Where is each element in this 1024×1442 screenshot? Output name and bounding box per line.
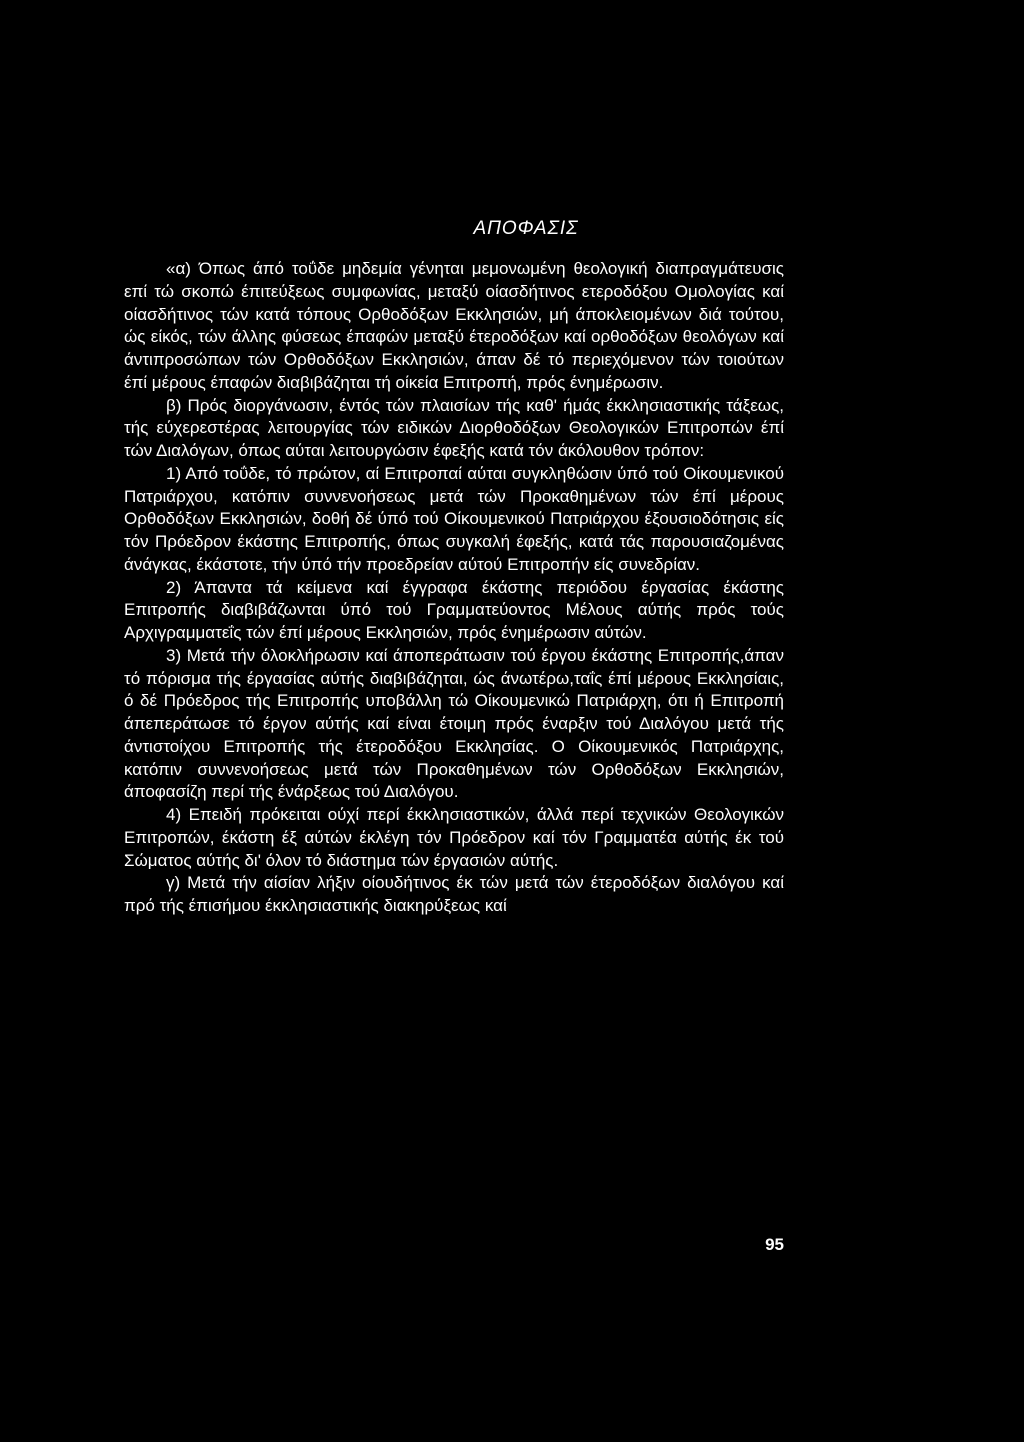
paragraph-b-3: 3) Μετά τήν όλοκλήρωσιν καί άποπεράτωσιν τού έργου έκάστης Επιτροπής,άπαν τό πόρισμα τής έργασίας αύτής διαβιβάζηται, ώς άνωτέρω,ταΐς έπί μέρους Εκκλησίαις, ό δέ Πρόεδρος τής Επιτροπής υποβάλλη τώ Οίκουμενικώ Πατριάρχη, ότι ή Επιτροπή άπεπεράτωσε τό έργον αύτής καί είναι έτοιμη πρός έναρξιν τού Διαλόγου μετά τής άντιστοίχου Επιτροπής τής έτεροδόξου Εκκλησίας. Ο Οίκουμενικός Πατριάρχης, κατόπιν συννενοήσεως μετά τών Προκαθημένων τών Ορθοδόξων Εκκλησιών, άποφασίζη περί τής ένάρξεως τού Διαλόγου. (124, 645, 784, 802)
paragraph-c: γ) Μετά τήν αίσίαν λήξιν οίουδήτινος έκ τών μετά τών έτεροδόξων διαλόγου καί πρό τής έπισήμου έκκλησιαστικής διακηρύξεως καί (124, 873, 784, 915)
paragraph-b-2: 2) Άπαντα τά κείμενα καί έγγραφα έκάστης περιόδου έργασίας έκάστης Επιτροπής διαβιβάζωνται ύπό τού Γραμματεύοντος Μέλους αύτής πρός τούς Αρχιγραμματεΐς τών έπί μέρους Εκκλησιών, πρός ένημέρωσιν αύτών. (124, 577, 784, 642)
paragraph-b-1: 1) Από τοΰδε, τό πρώτον, αί Επιτροπαί αύται συγκληθώσιν ύπό τού Οίκουμενικού Πατριάρχου, κατόπιν συννενοήσεως μετά τών Προκαθημένων τών έπί μέρους Ορθοδόξων Εκκλησιών, δοθή δέ ύπό τού Οίκουμενικού Πατριάρχου έξουσιοδότησις είς τόν Πρόεδρον έκάστης Επιτροπής, όπως συγκαλή έφεξής, κατά τάς παρουσιαζομένας άνάγκας, έκάστοτε, τήν ύπό τήν προεδρείαν αύτού Επιτροπήν είς συνεδρίαν. (124, 463, 784, 574)
paragraph-b: β) Πρός διοργάνωσιν, έντός τών πλαισίων τής καθ' ήμάς έκκλησιαστικής τάξεως, τής εύχερεστέρας λειτουργίας τών ειδικών Διορθοδόξων Θεολογικών Επιτροπών έπί τών Διαλόγων, όπως αύται λειτουργώσιν έφεξής κατά τόν άκόλουθον τρόπον: (124, 395, 784, 460)
page-number: 95 (765, 1235, 784, 1254)
paragraph-a: «α) Όπως άπό τοΰδε μηδεμία γένηται μεμονωμένη θεολογική διαπραγμάτευσις επί τώ σκοπώ έπιτεύξεως συμφωνίας, μεταξύ οίασδήτινος ετεροδόξου Ομολογίας καί οίασδήτινος τών κατά τόπους Ορθοδόξων Εκκλησιών, μή άποκλειομένων διά τούτου, ώς είκός, τών άλλης φύσεως έπαφών μεταξύ έτεροδόξων καί ορθοδόξων θεολόγων καί άντιπροσώπων τών Ορθοδόξων Εκκλησιών, άπαν δέ τό περιεχόμενον τών τοιούτων έπί μέρους έπαφών διαβιβάζηται τή οίκεία Επιτροπή, πρός ένημέρωσιν. (124, 259, 784, 392)
document-body (124, 258, 784, 918)
paragraph-b-4: 4) Επειδή πρόκειται ούχί περί έκκλησιαστικών, άλλά περί τεχνικών Θεολογικών Επιτροπών, έκάστη έξ αύτών έκλέγη τόν Πρόεδρον καί τόν Γραμματέα αύτής έκ τού Σώματος αύτής δι' όλον τό διάστημα τών έργασιών αύτής. (124, 805, 784, 870)
document-title: ΑΠΟΦΑΣΙΣ (473, 218, 579, 239)
